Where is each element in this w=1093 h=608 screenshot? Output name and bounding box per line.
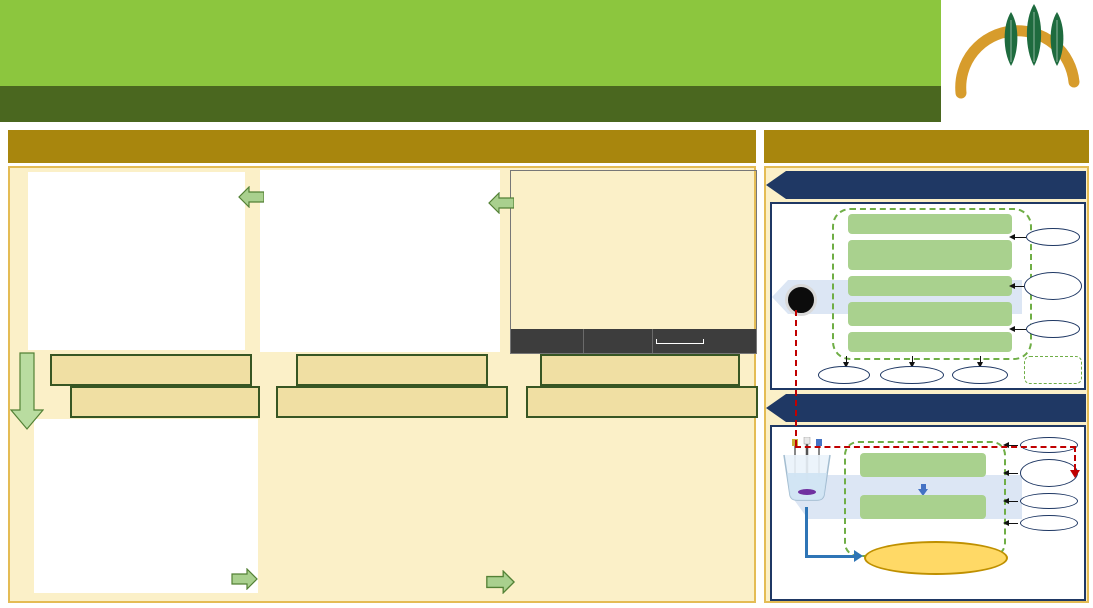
gcd-chart [34, 419, 258, 593]
flow1-step-1 [848, 214, 1012, 234]
flow1-box [770, 202, 1086, 390]
flow1-step-4 [848, 302, 1012, 326]
cv-chart [28, 172, 245, 350]
poster-title [14, 8, 926, 80]
flow1-output-energy-used [880, 366, 944, 384]
flow2-conn-2 [1006, 473, 1018, 474]
flow2-result-line-h [805, 555, 855, 558]
cv-caption [50, 354, 252, 386]
university-logo-box [941, 0, 1093, 122]
red-connector-h [795, 446, 1076, 448]
flow1-input-conn-2 [1012, 286, 1024, 287]
flow2-input-binder [1020, 437, 1078, 453]
flow1-input-conn-1 [1012, 237, 1026, 238]
flow2-box [770, 425, 1086, 601]
flow1-input-water [1026, 320, 1080, 338]
gcd-caption [70, 386, 260, 418]
lca-scenarios-chart [512, 416, 758, 600]
sem-caption [540, 354, 740, 386]
flow2-step-electrode [860, 453, 986, 477]
flow1-banner [766, 171, 1086, 199]
ftir-chart [260, 170, 500, 352]
lca-electrode-caption [276, 386, 508, 418]
flow-arrow-left-2 [488, 192, 514, 214]
flow-arrow-down [10, 352, 44, 430]
flow2-step-cell [860, 495, 986, 519]
authors-contact-line [0, 86, 935, 122]
method-section-header [764, 130, 1089, 163]
sem-device [707, 329, 756, 353]
results-section-header [8, 130, 756, 163]
flow1-step-5 [848, 332, 1012, 352]
graphene-product-dot [785, 284, 817, 316]
flow1-input-energy [1026, 228, 1080, 246]
flow2-banner [766, 394, 1086, 422]
sem-info-bar [511, 329, 756, 353]
ftir-caption [296, 354, 488, 386]
flow1-output-conn-1 [846, 356, 847, 365]
flow1-output-emissions [952, 366, 1008, 384]
flow-arrow-right-2 [484, 570, 518, 594]
sem-image [510, 170, 757, 354]
flow2-input-carbon-black [1020, 493, 1078, 509]
flow1-output-wastewater [818, 366, 870, 384]
logo-cypress-trees [1005, 4, 1064, 66]
flow2-input-electrolyte [1020, 515, 1078, 531]
specific-capacitance-result [864, 541, 1008, 575]
sem-scale-bar [656, 339, 704, 344]
flow2-result-line-v [805, 507, 808, 557]
flow1-output-conn-2 [912, 356, 913, 365]
flow1-step-3 [848, 276, 1012, 296]
flow2-conn-3 [1006, 501, 1018, 502]
flow1-input-chemical [1024, 272, 1082, 300]
red-connector-v1 [795, 310, 797, 446]
flow-arrow-right-1 [230, 568, 260, 590]
flow-arrow-left-1 [238, 186, 264, 208]
flow1-foreground-note [1024, 356, 1082, 384]
red-connector-v2 [1074, 446, 1076, 470]
lca-scenarios-caption [526, 386, 758, 418]
flow1-step-2 [848, 240, 1012, 270]
flow2-conn-4 [1006, 523, 1018, 524]
university-logo [941, 0, 1093, 122]
flow1-output-conn-3 [980, 356, 981, 365]
red-connector-arrowhead [1070, 470, 1080, 483]
sem-micrograph [511, 171, 754, 327]
flow1-input-conn-3 [1012, 329, 1026, 330]
lca-electrode-chart [262, 416, 510, 600]
